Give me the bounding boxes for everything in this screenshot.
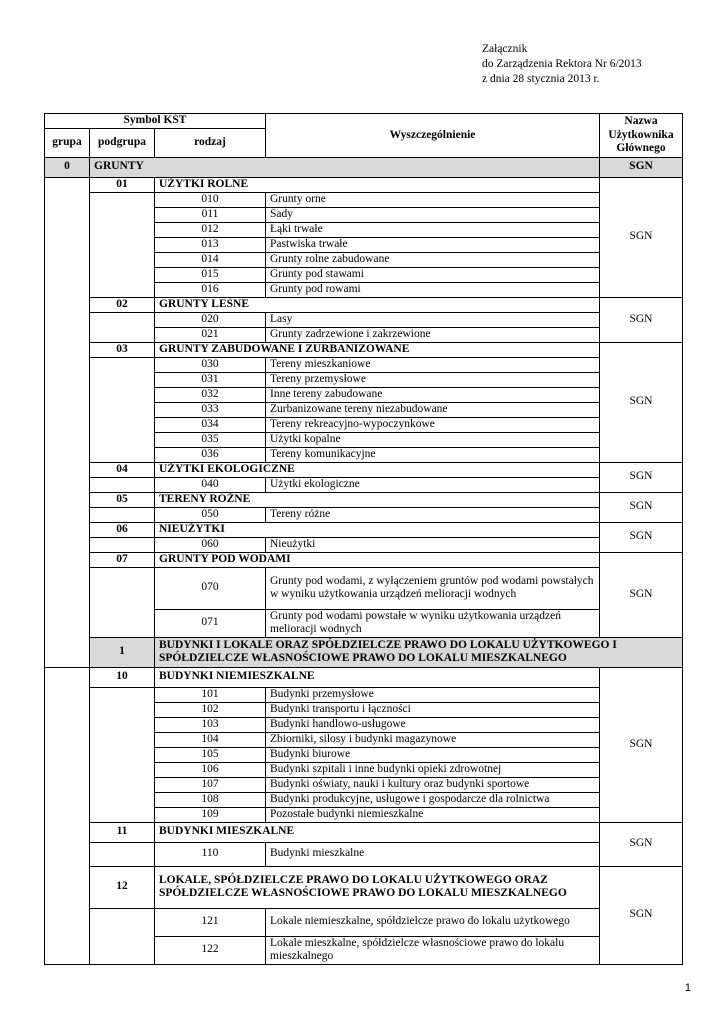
rodzaj-code: 021 [155,327,266,342]
rodzaj-name: Użytki kopalne [266,432,600,447]
subgroup-code: 07 [90,552,155,567]
subgroup-user: SGN [600,866,683,964]
attachment-title: Załącznik [482,43,528,55]
subgroup-user: SGN [600,522,683,552]
subgroup-spacer [90,687,155,822]
subgroup-code: 10 [90,667,155,687]
rodzaj-name: Zurbanizowane tereny niezabudowane [266,402,600,417]
subgroup-spacer [90,567,155,637]
rodzaj-code: 110 [155,842,266,866]
rodzaj-name: Budynki oświaty, nauki i kultury oraz budynki sportowe [266,777,600,792]
subgroup-spacer [90,537,155,552]
table-header-row [45,114,683,129]
subgroup-name: GRUNTY ZABUDOWANE I ZURBANIZOWANE [155,342,600,357]
header-podgrupa: podgrupa [90,128,155,157]
subgroup-name: BUDYNKI NIEMIESZKALNE [155,667,600,687]
rodzaj-name: Tereny przemysłowe [266,372,600,387]
group-row [45,157,683,177]
header-grupa: grupa [45,128,90,157]
subgroup-row [45,462,683,477]
rodzaj-name: Budynki produkcyjne, usługowe i gospodarcze dla rolnictwa [266,792,600,807]
rodzaj-name: Grunty pod wodami powstałe w wyniku użytkowania urządzeń melioracji wodnych [266,609,600,637]
subgroup-spacer [90,908,155,964]
table-row [45,357,683,372]
subgroup-spacer [90,477,155,492]
rodzaj-code: 036 [155,447,266,462]
rodzaj-code: 030 [155,357,266,372]
rodzaj-code: 020 [155,312,266,327]
rodzaj-code: 101 [155,687,266,702]
rodzaj-name: Tereny komunikacyjne [266,447,600,462]
subgroup-user: SGN [600,552,683,637]
table-row [45,567,683,609]
table-row [45,687,683,702]
rodzaj-name: Budynki mieszkalne [266,842,600,866]
group-spacer [45,177,90,667]
group-name: BUDYNKI I LOKALE ORAZ SPÓŁDZIELCZE PRAWO DO LOKALU UŻYTKOWEGO I SPÓŁDZIELCZE WŁASNOŚCIOWE PRAWO DO LOKALU MIESZKALNEGO [155,637,683,667]
table-row [45,842,683,866]
rodzaj-code: 070 [155,567,266,609]
rodzaj-code: 122 [155,936,266,964]
rodzaj-code: 103 [155,717,266,732]
subgroup-user: SGN [600,492,683,522]
subgroup-row [45,297,683,312]
rodzaj-code: 010 [155,192,266,207]
subgroup-row [45,522,683,537]
rodzaj-code: 031 [155,372,266,387]
rodzaj-code: 104 [155,732,266,747]
subgroup-name: LOKALE, SPÓŁDZIELCZE PRAWO DO LOKALU UŻYTKOWEGO ORAZ SPÓŁDZIELCZE WŁASNOŚCIOWE PRAWO DO LOKALU MIESZKALNEGO [155,866,600,908]
rodzaj-name: Użytki ekologiczne [266,477,600,492]
subgroup-row [45,822,683,842]
rodzaj-name: Budynki biurowe [266,747,600,762]
subgroup-name: TERENY RÓŻNE [155,492,600,507]
rodzaj-code: 040 [155,477,266,492]
page-number: 1 [684,982,691,994]
subgroup-name: GRUNTY LEŚNE [155,297,600,312]
rodzaj-code: 121 [155,908,266,936]
subgroup-code: 06 [90,522,155,537]
subgroup-code: 04 [90,462,155,477]
group-name: GRUNTY [90,157,600,177]
rodzaj-code: 035 [155,432,266,447]
rodzaj-name: Nieużytki [266,537,600,552]
subgroup-row [45,492,683,507]
subgroup-code: 02 [90,297,155,312]
table-row [45,908,683,936]
subgroup-spacer [90,192,155,297]
rodzaj-name: Lasy [266,312,600,327]
rodzaj-name: Grunty pod wodami, z wyłączeniem gruntów pod wodami powstałych w wyniku użytkowania urządzeń melioracji wodnych [266,567,600,609]
subgroup-row [45,342,683,357]
table-row [45,477,683,492]
rodzaj-code: 012 [155,222,266,237]
attachment-reference: do Zarządzenia Rektora Nr 6/2013 [482,58,642,70]
rodzaj-code: 015 [155,267,266,282]
rodzaj-code: 105 [155,747,266,762]
rodzaj-code: 013 [155,237,266,252]
subgroup-name: UŻYTKI EKOLOGICZNE [155,462,600,477]
rodzaj-code: 108 [155,792,266,807]
subgroup-spacer [90,507,155,522]
subgroup-name: NIEUŻYTKI [155,522,600,537]
table-row [45,507,683,522]
rodzaj-name: Budynki szpitali i inne budynki opieki zdrowotnej [266,762,600,777]
header-nazwa-uzytkownika: Nazwa Użytkownika Głównego [600,114,683,158]
rodzaj-name: Budynki przemysłowe [266,687,600,702]
rodzaj-name: Tereny mieszkaniowe [266,357,600,372]
rodzaj-name: Inne tereny zabudowane [266,387,600,402]
subgroup-user: SGN [600,297,683,342]
rodzaj-code: 033 [155,402,266,417]
subgroup-name: GRUNTY POD WODAMI [155,552,600,567]
kst-table [44,113,683,965]
rodzaj-name: Budynki handlowo-usługowe [266,717,600,732]
subgroup-name: UŻYTKI ROLNE [155,177,600,192]
rodzaj-code: 060 [155,537,266,552]
subgroup-row [45,177,683,192]
header-symbol-kst: Symbol KŚT [45,114,266,129]
rodzaj-name: Sady [266,207,600,222]
table-row [45,537,683,552]
rodzaj-code: 109 [155,807,266,822]
rodzaj-name: Grunty zadrzewione i zakrzewione [266,327,600,342]
subgroup-user: SGN [600,462,683,492]
rodzaj-code: 014 [155,252,266,267]
subgroup-row [45,866,683,908]
subgroup-code: 05 [90,492,155,507]
rodzaj-name: Pozostałe budynki niemieszkalne [266,807,600,822]
header-rodzaj: rodzaj [155,128,266,157]
subgroup-user: SGN [600,822,683,866]
rodzaj-name: Tereny różne [266,507,600,522]
table-row [45,312,683,327]
rodzaj-name: Lokale mieszkalne, spółdzielcze własnościowe prawo do lokalu mieszkalnego [266,936,600,964]
subgroup-user: SGN [600,177,683,297]
rodzaj-name: Grunty pod rowami [266,282,600,297]
rodzaj-name: Grunty orne [266,192,600,207]
rodzaj-name: Tereny rekreacyjno-wypoczynkowe [266,417,600,432]
rodzaj-code: 071 [155,609,266,637]
rodzaj-name: Zbiorniki, silosy i budynki magazynowe [266,732,600,747]
header-wyszczegolnienie: Wyszczególnienie [266,114,600,158]
subgroup-user: SGN [600,342,683,462]
subgroup-spacer [90,357,155,462]
table-row [45,192,683,207]
rodzaj-name: Grunty rolne zabudowane [266,252,600,267]
rodzaj-code: 032 [155,387,266,402]
rodzaj-name: Pastwiska trwałe [266,237,600,252]
subgroup-row [45,667,683,687]
subgroup-name: BUDYNKI MIESZKALNE [155,822,600,842]
group-code: 1 [90,637,155,667]
subgroup-spacer [90,842,155,866]
group-row [45,637,683,667]
group-code: 0 [45,157,90,177]
rodzaj-code: 034 [155,417,266,432]
rodzaj-code: 050 [155,507,266,522]
rodzaj-code: 107 [155,777,266,792]
rodzaj-name: Grunty pod stawami [266,267,600,282]
subgroup-code: 01 [90,177,155,192]
rodzaj-code: 102 [155,702,266,717]
subgroup-spacer [90,312,155,342]
subgroup-code: 03 [90,342,155,357]
subgroup-user: SGN [600,667,683,822]
rodzaj-name: Budynki transportu i łączności [266,702,600,717]
subgroup-code: 12 [90,866,155,908]
attachment-note [482,42,642,87]
group-spacer [45,667,90,964]
rodzaj-code: 106 [155,762,266,777]
rodzaj-code: 011 [155,207,266,222]
rodzaj-code: 016 [155,282,266,297]
attachment-date: z dnia 28 stycznia 2013 r. [482,73,600,85]
rodzaj-name: Łąki trwałe [266,222,600,237]
group-user: SGN [600,157,683,177]
subgroup-code: 11 [90,822,155,842]
rodzaj-name: Lokale niemieszkalne, spółdzielcze prawo do lokalu użytkowego [266,908,600,936]
subgroup-row [45,552,683,567]
